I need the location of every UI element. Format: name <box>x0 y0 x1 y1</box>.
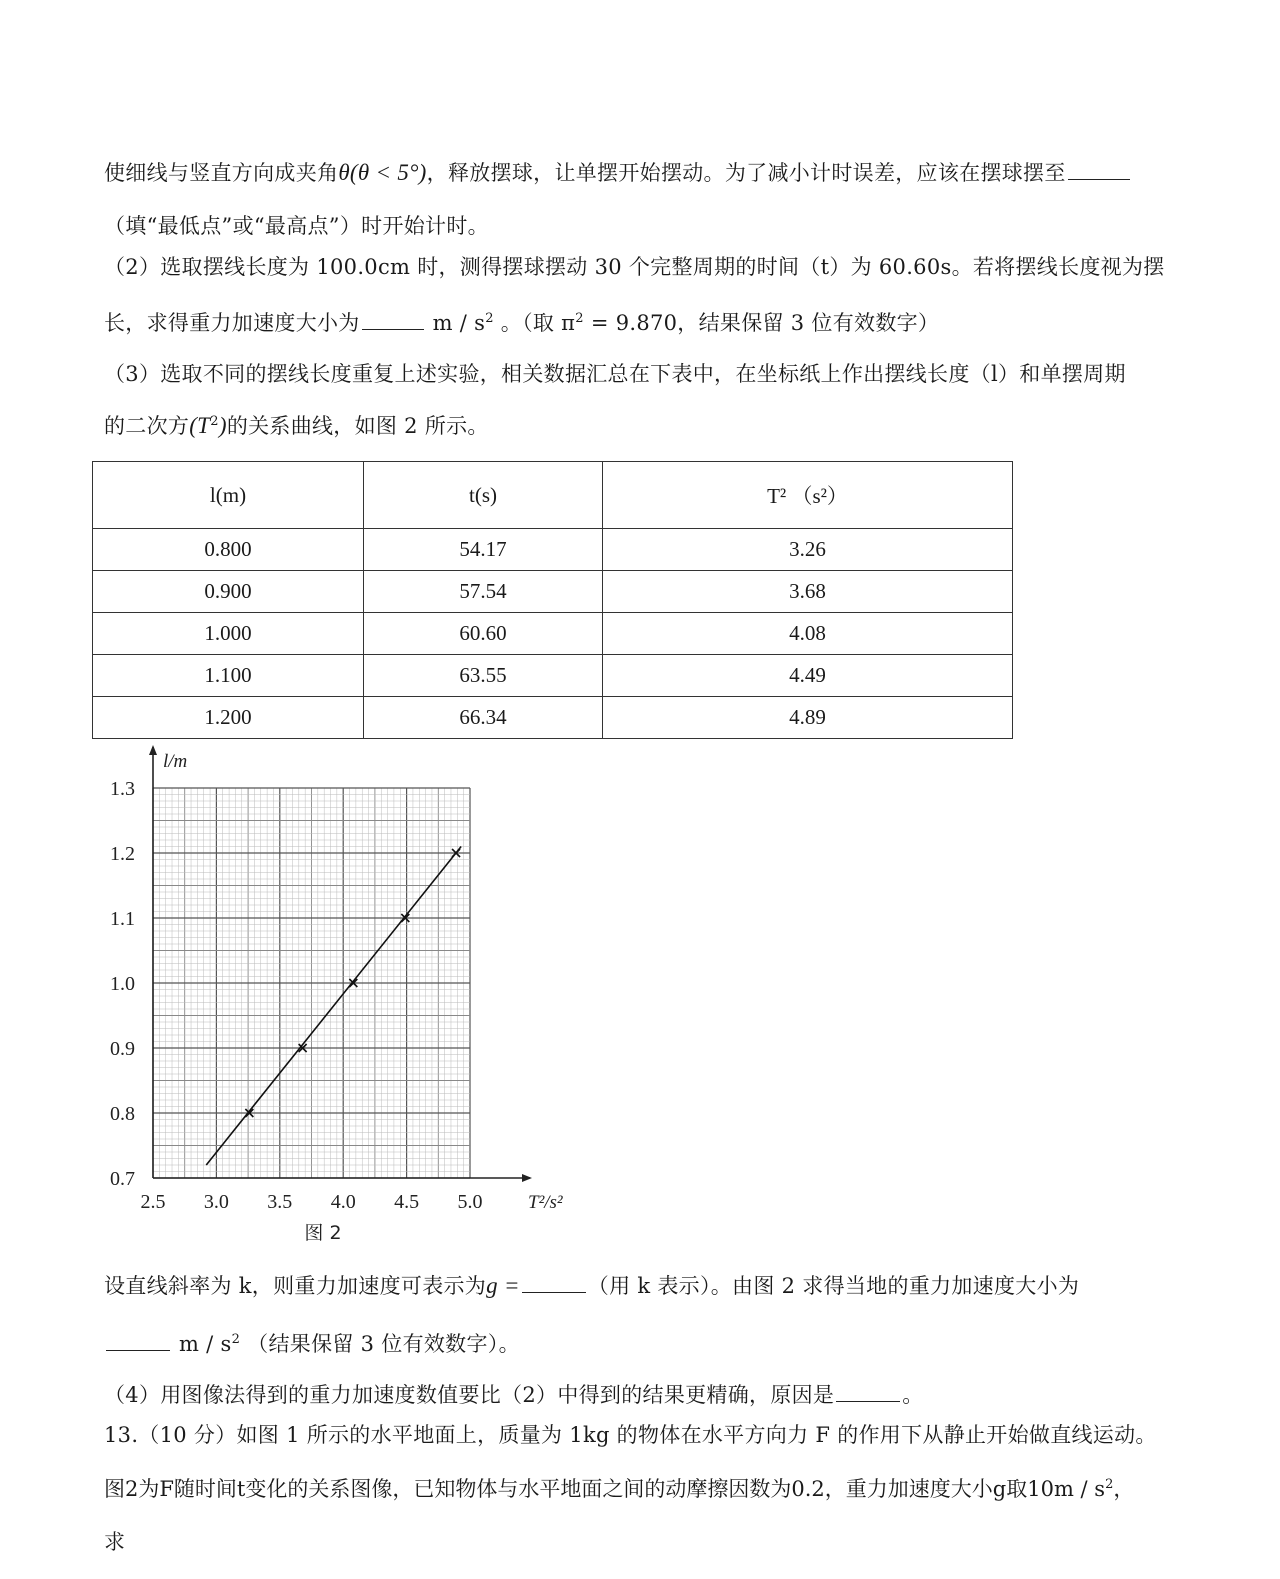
text-seg: 。（取 π <box>500 311 576 335</box>
text-line-10 <box>104 1420 1170 1450</box>
text-seg: 设直线斜率为 k，则重力加速度可表示为 <box>104 1274 487 1298</box>
y-tick-label: 1.3 <box>110 778 135 800</box>
text-seg: = 9.870，结果保留 3 位有效数字） <box>583 311 940 335</box>
table-row <box>93 571 1013 613</box>
text-line-11 <box>104 1474 1170 1504</box>
x-axis-arrow <box>522 1174 532 1182</box>
cell: 3.26 <box>603 529 1013 571</box>
y-tick-label: 0.8 <box>110 1103 135 1125</box>
answer-blank-1[interactable] <box>1068 157 1130 180</box>
unit-sup: 2 <box>231 1332 241 1347</box>
y-tick-label: 1.2 <box>110 843 135 865</box>
question-13-stem: 13.（10 分）如图 1 所示的水平地面上，质量为 1kg 的物体在水平方向力 F 的作用下从静止开始做直线运动。 <box>104 1423 1157 1447</box>
text-seg: 图2为F随时间t变化的关系图像，已知物体与水平地面之间的动摩擦因数为0.2，重力加速度大小g取 <box>104 1477 1028 1501</box>
x-tick-label: 4.0 <box>330 1191 356 1213</box>
text-line-5 <box>104 359 1170 389</box>
text-line-8 <box>104 1328 1170 1359</box>
figure-caption: 图 2 <box>304 1222 342 1244</box>
data-table <box>92 461 1013 739</box>
x-tick-label: 2.5 <box>140 1191 166 1213</box>
unit-sup: 2 <box>485 311 494 326</box>
cell: 66.34 <box>364 697 603 739</box>
cell: 4.49 <box>603 655 1013 697</box>
table-header-row <box>93 462 1013 529</box>
unit: m / s <box>432 311 486 335</box>
text-seg: （2）选取摆线长度为 100.0cm 时，测得摆球摆动 30 个完整周期的时间（t）为 60.60s。若将摆线长度视为摆 <box>104 255 1165 279</box>
table-row <box>93 613 1013 655</box>
y-axis-arrow <box>149 745 157 755</box>
y-axis-label: l/m <box>163 751 188 772</box>
cell: 4.08 <box>603 613 1013 655</box>
fit-line <box>206 847 461 1166</box>
text-seg: 的二次方 <box>104 414 190 438</box>
answer-blank-3[interactable] <box>522 1270 586 1293</box>
math-sup: 2 <box>210 414 219 429</box>
text-line-1 <box>104 157 1170 188</box>
y-tick-label: 0.7 <box>110 1168 135 1190</box>
text-seg: （4）用图像法得到的重力加速度数值要比（2）中得到的结果更精确，原因是 <box>104 1383 835 1407</box>
unit: m / s <box>178 1332 232 1356</box>
math-close: ) <box>218 413 227 438</box>
x-axis-label: T²/s² <box>528 1192 563 1213</box>
header-length: l(m) <box>93 462 364 529</box>
cell: 54.17 <box>364 529 603 571</box>
angle-condition: θ(θ < 5°) <box>338 160 427 185</box>
text-seg: 的关系曲线，如图 2 所示。 <box>226 414 489 438</box>
header-time: t(s) <box>364 462 603 529</box>
text-line-7 <box>104 1270 1170 1301</box>
table-row <box>93 655 1013 697</box>
text-line-3 <box>104 252 1170 282</box>
y-tick-label: 1.1 <box>110 908 135 930</box>
pi-sup: 2 <box>575 311 584 326</box>
grid <box>153 788 470 1178</box>
text-line-12 <box>104 1527 1170 1557</box>
cell: 3.68 <box>603 571 1013 613</box>
gravity-value: 10m / s <box>1027 1477 1106 1501</box>
cell: 1.200 <box>93 697 364 739</box>
text-seg: 使细线与竖直方向成夹角 <box>104 161 339 185</box>
cell: 1.100 <box>93 655 364 697</box>
text-seg: （结果保留 3 位有效数字）。 <box>247 1332 520 1356</box>
table-row <box>93 529 1013 571</box>
header-period-squared: T² （s²） <box>603 462 1013 529</box>
cell: 57.54 <box>364 571 603 613</box>
cell: 1.000 <box>93 613 364 655</box>
text-seg: 长，求得重力加速度大小为 <box>104 311 360 335</box>
text-line-6 <box>104 411 1170 441</box>
answer-blank-5[interactable] <box>836 1379 900 1402</box>
text-seg: （3）选取不同的摆线长度重复上述实验，相关数据汇总在下表中，在坐标纸上作出摆线长度（l）和单摆周期 <box>104 362 1126 386</box>
y-tick-label: 1.0 <box>110 973 135 995</box>
table-row <box>93 697 1013 739</box>
cell: 60.60 <box>364 613 603 655</box>
text-seg: （填“最低点”或“最高点”）时开始计时。 <box>104 214 489 238</box>
cell: 0.900 <box>93 571 364 613</box>
answer-blank-4[interactable] <box>106 1328 170 1351</box>
x-tick-label: 3.5 <box>267 1191 293 1213</box>
cell: 0.800 <box>93 529 364 571</box>
text-seg: ，释放摆球，让单摆开始摆动。为了减小计时误差，应该在摆球摆至 <box>426 161 1066 185</box>
math-T: (T <box>189 413 211 438</box>
x-tick-label: 3.0 <box>203 1191 229 1213</box>
cell: 63.55 <box>364 655 603 697</box>
text-seg: 求 <box>104 1530 126 1554</box>
answer-blank-2[interactable] <box>362 307 424 330</box>
unit-sup: 2 <box>1105 1477 1114 1492</box>
text-line-2 <box>104 211 1170 241</box>
text-line-4 <box>104 307 1170 338</box>
cell: 4.89 <box>603 697 1013 739</box>
text-line-9 <box>104 1379 1170 1410</box>
text-seg: （用 k 表示）。由图 2 求得当地的重力加速度大小为 <box>587 1274 1080 1298</box>
text-seg: 。 <box>902 1383 924 1407</box>
math-g: g = <box>486 1273 520 1298</box>
x-tick-label: 4.5 <box>394 1191 420 1213</box>
y-tick-label: 0.9 <box>110 1038 135 1060</box>
text-seg: ， <box>1113 1477 1135 1501</box>
length-vs-period-squared-chart <box>95 745 565 1250</box>
x-tick-label: 5.0 <box>457 1191 483 1213</box>
